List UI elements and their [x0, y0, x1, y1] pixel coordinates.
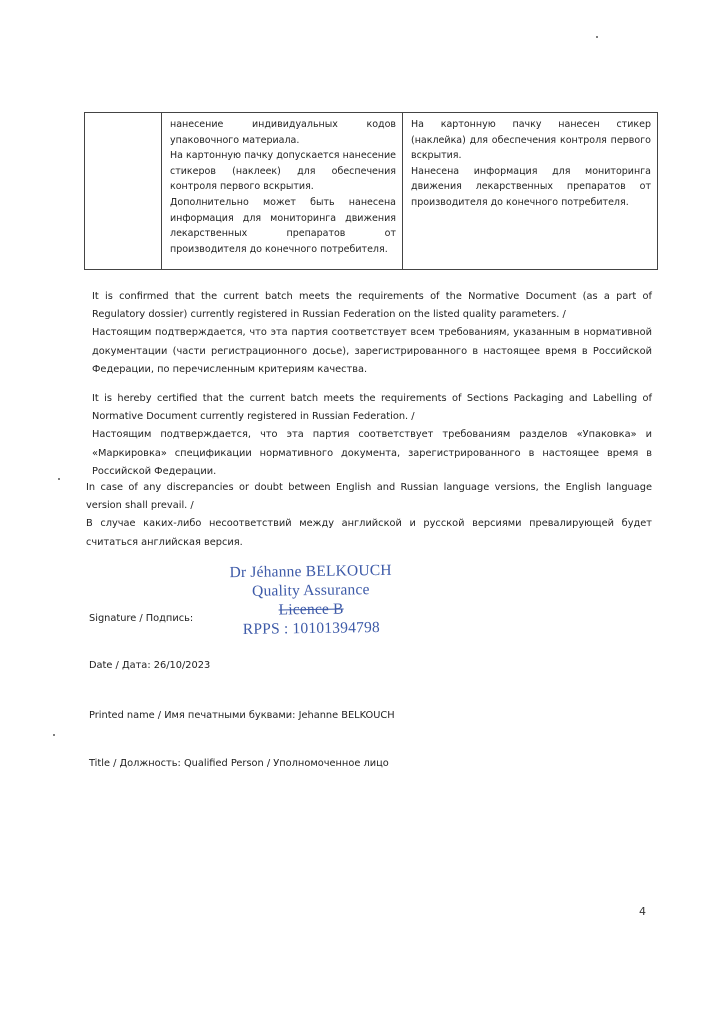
statement-russian: Настоящим подтверждается, что эта партия соответствует требованиям разделов «Упаковка» и «Маркировка» спецификации нормативного документа, зарегистрированного в настоящее время в Российской Федерации.	[92, 429, 652, 477]
stamp-role: Quality Assurance	[252, 581, 370, 600]
statement-packaging-labelling	[92, 390, 652, 481]
cell-paragraph: нанесение индивидуальных кодов упаковочного материала.	[170, 119, 396, 146]
stamp-licence: Licence B	[278, 600, 344, 619]
date-field: Date / Дата: 26/10/2023	[89, 660, 211, 671]
scan-speck	[596, 36, 598, 38]
statement-english: In case of any discrepancies or doubt between English and Russian language versions, the English language version shall prevail. /	[86, 482, 652, 512]
table-cell-empty	[85, 113, 162, 270]
table-row	[85, 113, 658, 270]
statement-language-precedence	[86, 479, 652, 552]
cell-paragraph: Дополнительно может быть нанесена информация для мониторинга движения лекарственных препаратов от производителя до конечного потребителя.	[170, 196, 396, 255]
printed-name-field: Printed name / Имя печатными буквами: Jehanne BELKOUCH	[89, 710, 395, 721]
statement-quality-parameters	[92, 288, 652, 379]
cell-paragraph: На картонную пачку нанесен стикер (наклейка) для обеспечения контроля первого вскрытия.	[411, 119, 651, 162]
scan-speck	[53, 734, 55, 736]
table-cell-result	[403, 113, 658, 270]
statement-russian: В случае каких-либо несоответствий между английской и русской версиями превалирующей будет считаться английская версия.	[86, 518, 652, 548]
scan-speck	[58, 478, 60, 480]
title-field: Title / Должность: Qualified Person / Уполномоченное лицо	[89, 758, 389, 769]
signature-label: Signature / Подпись:	[89, 613, 194, 624]
statement-english: It is confirmed that the current batch meets the requirements of the Normative Document (as a part of Regulatory dossier) currently registered in Russian Federation on the listed quality parameters. /	[92, 291, 652, 321]
stamp-rpps: RPPS : 10101394798	[242, 619, 381, 638]
table-cell-requirement	[162, 113, 403, 270]
statement-russian: Настоящим подтверждается, что эта партия соответствует всем требованиям, указанным в нормативной документации (части регистрационного досье), зарегистрированного в настоящее время в Российской Федерации, по перечисленным критериям качества.	[92, 327, 652, 375]
quality-parameters-table	[84, 112, 658, 270]
qualified-person-stamp	[215, 561, 406, 640]
page-number: 4	[639, 905, 646, 918]
stamp-name: Dr Jéhanne BELKOUCH	[229, 561, 392, 582]
cell-paragraph: На картонную пачку допускается нанесение стикеров (наклеек) для обеспечения контроля первого вскрытия.	[170, 150, 396, 193]
statement-english: It is hereby certified that the current batch meets the requirements of Sections Packaging and Labelling of Normative Document currently registered in Russian Federation. /	[92, 393, 652, 423]
cell-paragraph: Нанесена информация для мониторинга движения лекарственных препаратов от производителя до конечного потребителя.	[411, 165, 651, 208]
